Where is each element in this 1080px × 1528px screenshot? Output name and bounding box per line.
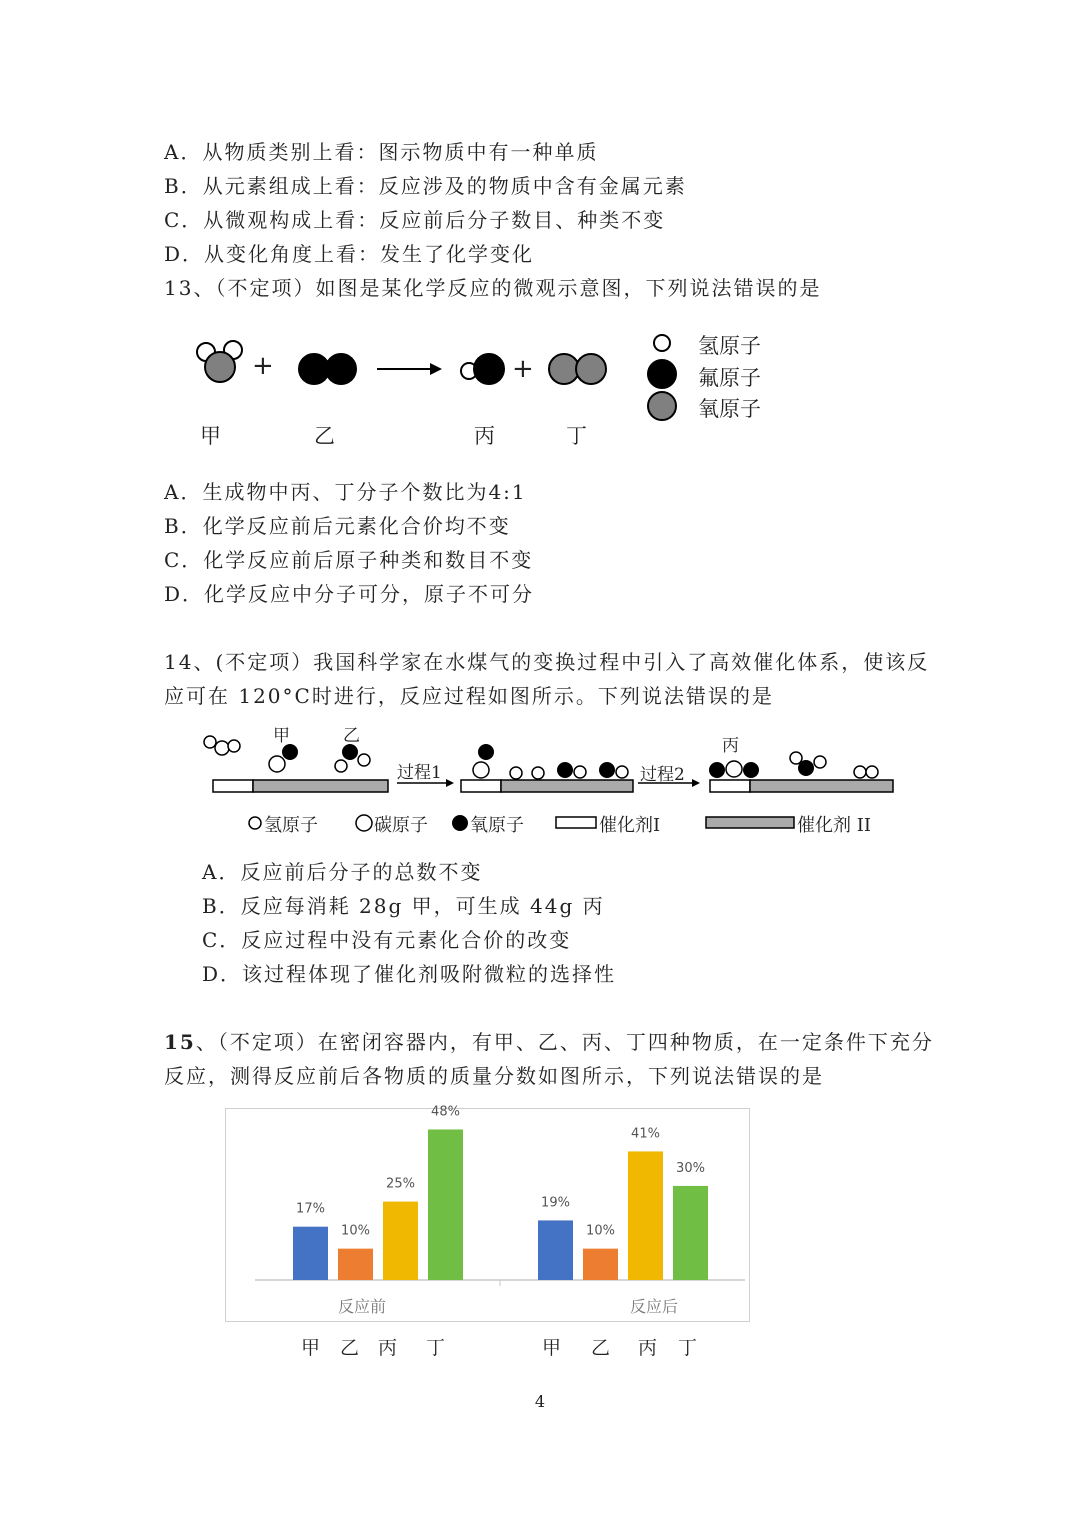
below-label-jia-2: 甲	[542, 1337, 562, 1359]
legend-h-label: 氢原子	[698, 334, 761, 358]
legend-o-label: 氧原子	[698, 397, 761, 421]
catalyst-1-surface-3	[710, 780, 750, 792]
below-label-ding-2: 丁	[678, 1337, 698, 1359]
process-2-label: 过程2	[640, 765, 685, 785]
legend-h-atom-14	[249, 817, 261, 829]
q14-option-a: A．反应前后分子的总数不变	[202, 860, 483, 884]
q14-stem-line1: 14、(不定项）我国科学家在水煤气的变换过程中引入了高效催化体系，使该反	[164, 650, 930, 674]
label-bing-14: 丙	[722, 736, 739, 756]
legend-catalyst-2	[706, 817, 794, 828]
bar-label-0-0: 17%	[296, 1201, 325, 1217]
bing-o-atom-1	[709, 762, 725, 778]
bar-0-3	[428, 1129, 463, 1280]
label-jia: 甲	[200, 424, 221, 448]
bar-label-1-3: 30%	[676, 1160, 705, 1176]
bar-label-1-1: 10%	[586, 1223, 615, 1239]
adsorbed-c-atom	[473, 762, 489, 778]
bar-label-0-1: 10%	[341, 1223, 370, 1239]
bar-1-0	[538, 1220, 573, 1280]
free-h-atom	[204, 736, 216, 748]
h-atom-4	[814, 756, 826, 768]
page-number: 4	[534, 1392, 546, 1411]
jia-o-atom	[282, 744, 298, 760]
bar-0-0	[293, 1227, 328, 1280]
q15-stem-line2: 反应，测得反应前后各物质的质量分数如图所示，下列说法错误的是	[164, 1064, 824, 1088]
bing-c-atom	[726, 761, 742, 777]
adsorbed-o-atom-2	[557, 762, 573, 778]
q12-option-d: D．从变化角度上看：发生了化学变化	[164, 242, 535, 266]
catalyst-1-surface-1	[213, 780, 253, 792]
legend-c-label-14: 碳原子	[374, 815, 428, 836]
plus-sign-1: +	[252, 351, 274, 381]
q13-stem: 13、（不定项）如图是某化学反应的微观示意图，下列说法错误的是	[164, 276, 822, 300]
legend-o-atom-14	[452, 815, 468, 831]
adsorbed-h-atom-4	[616, 766, 628, 778]
q14-stem-line2: 应可在 120°C时进行，反应过程如图所示。下列说法错误的是	[164, 684, 774, 708]
adsorbed-h-atom-2	[532, 767, 544, 779]
group-label-after: 反应后	[629, 1297, 679, 1316]
bar-1-1	[583, 1249, 618, 1280]
bar-1-2	[628, 1151, 663, 1280]
yi-o-atom	[342, 744, 358, 760]
q14-option-b: B．反应每消耗 28g 甲，可生成 44g 丙	[202, 894, 605, 918]
adsorbed-h-atom-3	[574, 766, 586, 778]
adsorbed-o-atom	[478, 744, 494, 760]
label-yi-14: 乙	[343, 726, 360, 746]
below-label-jia-1: 甲	[301, 1337, 321, 1359]
bar-label-1-2: 41%	[631, 1126, 660, 1142]
plus-sign-2: +	[512, 354, 534, 384]
q13-option-b: B．化学反应前后元素化合价均不变	[164, 514, 511, 538]
below-label-yi-2: 乙	[591, 1337, 611, 1359]
free-c-atom	[215, 741, 229, 755]
below-label-ding-1: 丁	[426, 1337, 446, 1359]
below-label-bing-2: 丙	[638, 1337, 658, 1359]
q14-option-d: D．该过程体现了催化剂吸附微粒的选择性	[202, 962, 617, 986]
below-label-bing-1: 丙	[378, 1337, 398, 1359]
legend-catalyst-1	[556, 817, 596, 828]
bar-label-1-0: 19%	[541, 1195, 570, 1211]
catalyst-2-surface-2	[501, 780, 633, 792]
group-label-before: 反应前	[337, 1297, 387, 1316]
legend-catalyst-2-label: 催化剂 II	[797, 815, 871, 836]
process-1-arrow-head	[446, 779, 454, 787]
label-yi: 乙	[314, 424, 335, 448]
bar-label-0-3: 48%	[431, 1104, 460, 1120]
legend-h-label-14: 氢原子	[264, 815, 318, 836]
label-jia-14: 甲	[273, 726, 290, 746]
bar-label-0-2: 25%	[386, 1176, 415, 1192]
bar-1-3	[673, 1186, 708, 1280]
o-atom-3	[798, 760, 814, 776]
legend-c-atom-14	[356, 815, 372, 831]
process-2-arrow-head	[692, 779, 700, 787]
legend-f-label: 氟原子	[698, 366, 761, 390]
q13-option-c: C．化学反应前后原子种类和数目不变	[164, 548, 534, 572]
q15-stem-line1-text: 、（不定项）在密闭容器内，有甲、乙、丙、丁四种物质，在一定条件下充分	[195, 1030, 934, 1054]
q14-option-c: C．反应过程中没有元素化合价的改变	[202, 928, 572, 952]
q12-option-b: B．从元素组成上看：反应涉及的物质中含有金属元素	[164, 174, 687, 198]
h2-atom-2	[866, 766, 878, 778]
legend-o-label-14: 氧原子	[470, 815, 524, 836]
legend-catalyst-1-label: 催化剂I	[599, 815, 661, 836]
free-h-atom-2	[228, 740, 240, 752]
bing-o-atom-2	[743, 762, 759, 778]
q13-option-d: D．化学反应中分子可分，原子不可分	[164, 582, 535, 606]
catalyst-2-surface-3	[750, 780, 893, 792]
q15-number: 15	[164, 1030, 196, 1054]
mass-fraction-bar-chart	[225, 1104, 750, 1322]
h2-atom-1	[854, 766, 866, 778]
bar-0-2	[383, 1202, 418, 1280]
q13-option-a: A．生成物中丙、丁分子个数比为4:1	[164, 480, 527, 504]
jia-c-atom	[269, 756, 285, 772]
h-atom-3	[790, 752, 802, 764]
adsorbed-o-atom-3	[599, 762, 615, 778]
adsorbed-h-atom-1	[510, 767, 522, 779]
bar-0-1	[338, 1249, 373, 1280]
catalyst-2-surface-1	[253, 780, 388, 792]
label-ding: 丁	[566, 424, 587, 448]
label-bing: 丙	[474, 424, 495, 448]
below-label-yi-1: 乙	[340, 1337, 360, 1359]
q12-option-a: A．从物质类别上看：图示物质中有一种单质	[164, 140, 599, 164]
q15-stem-line1	[164, 1026, 934, 1055]
yi-h-atom-2	[358, 754, 370, 766]
q12-option-c: C．从微观构成上看：反应前后分子数目、种类不变	[164, 208, 666, 232]
process-1-label: 过程1	[397, 763, 442, 783]
catalyst-1-surface-2	[461, 780, 501, 792]
yi-h-atom-1	[335, 760, 347, 772]
